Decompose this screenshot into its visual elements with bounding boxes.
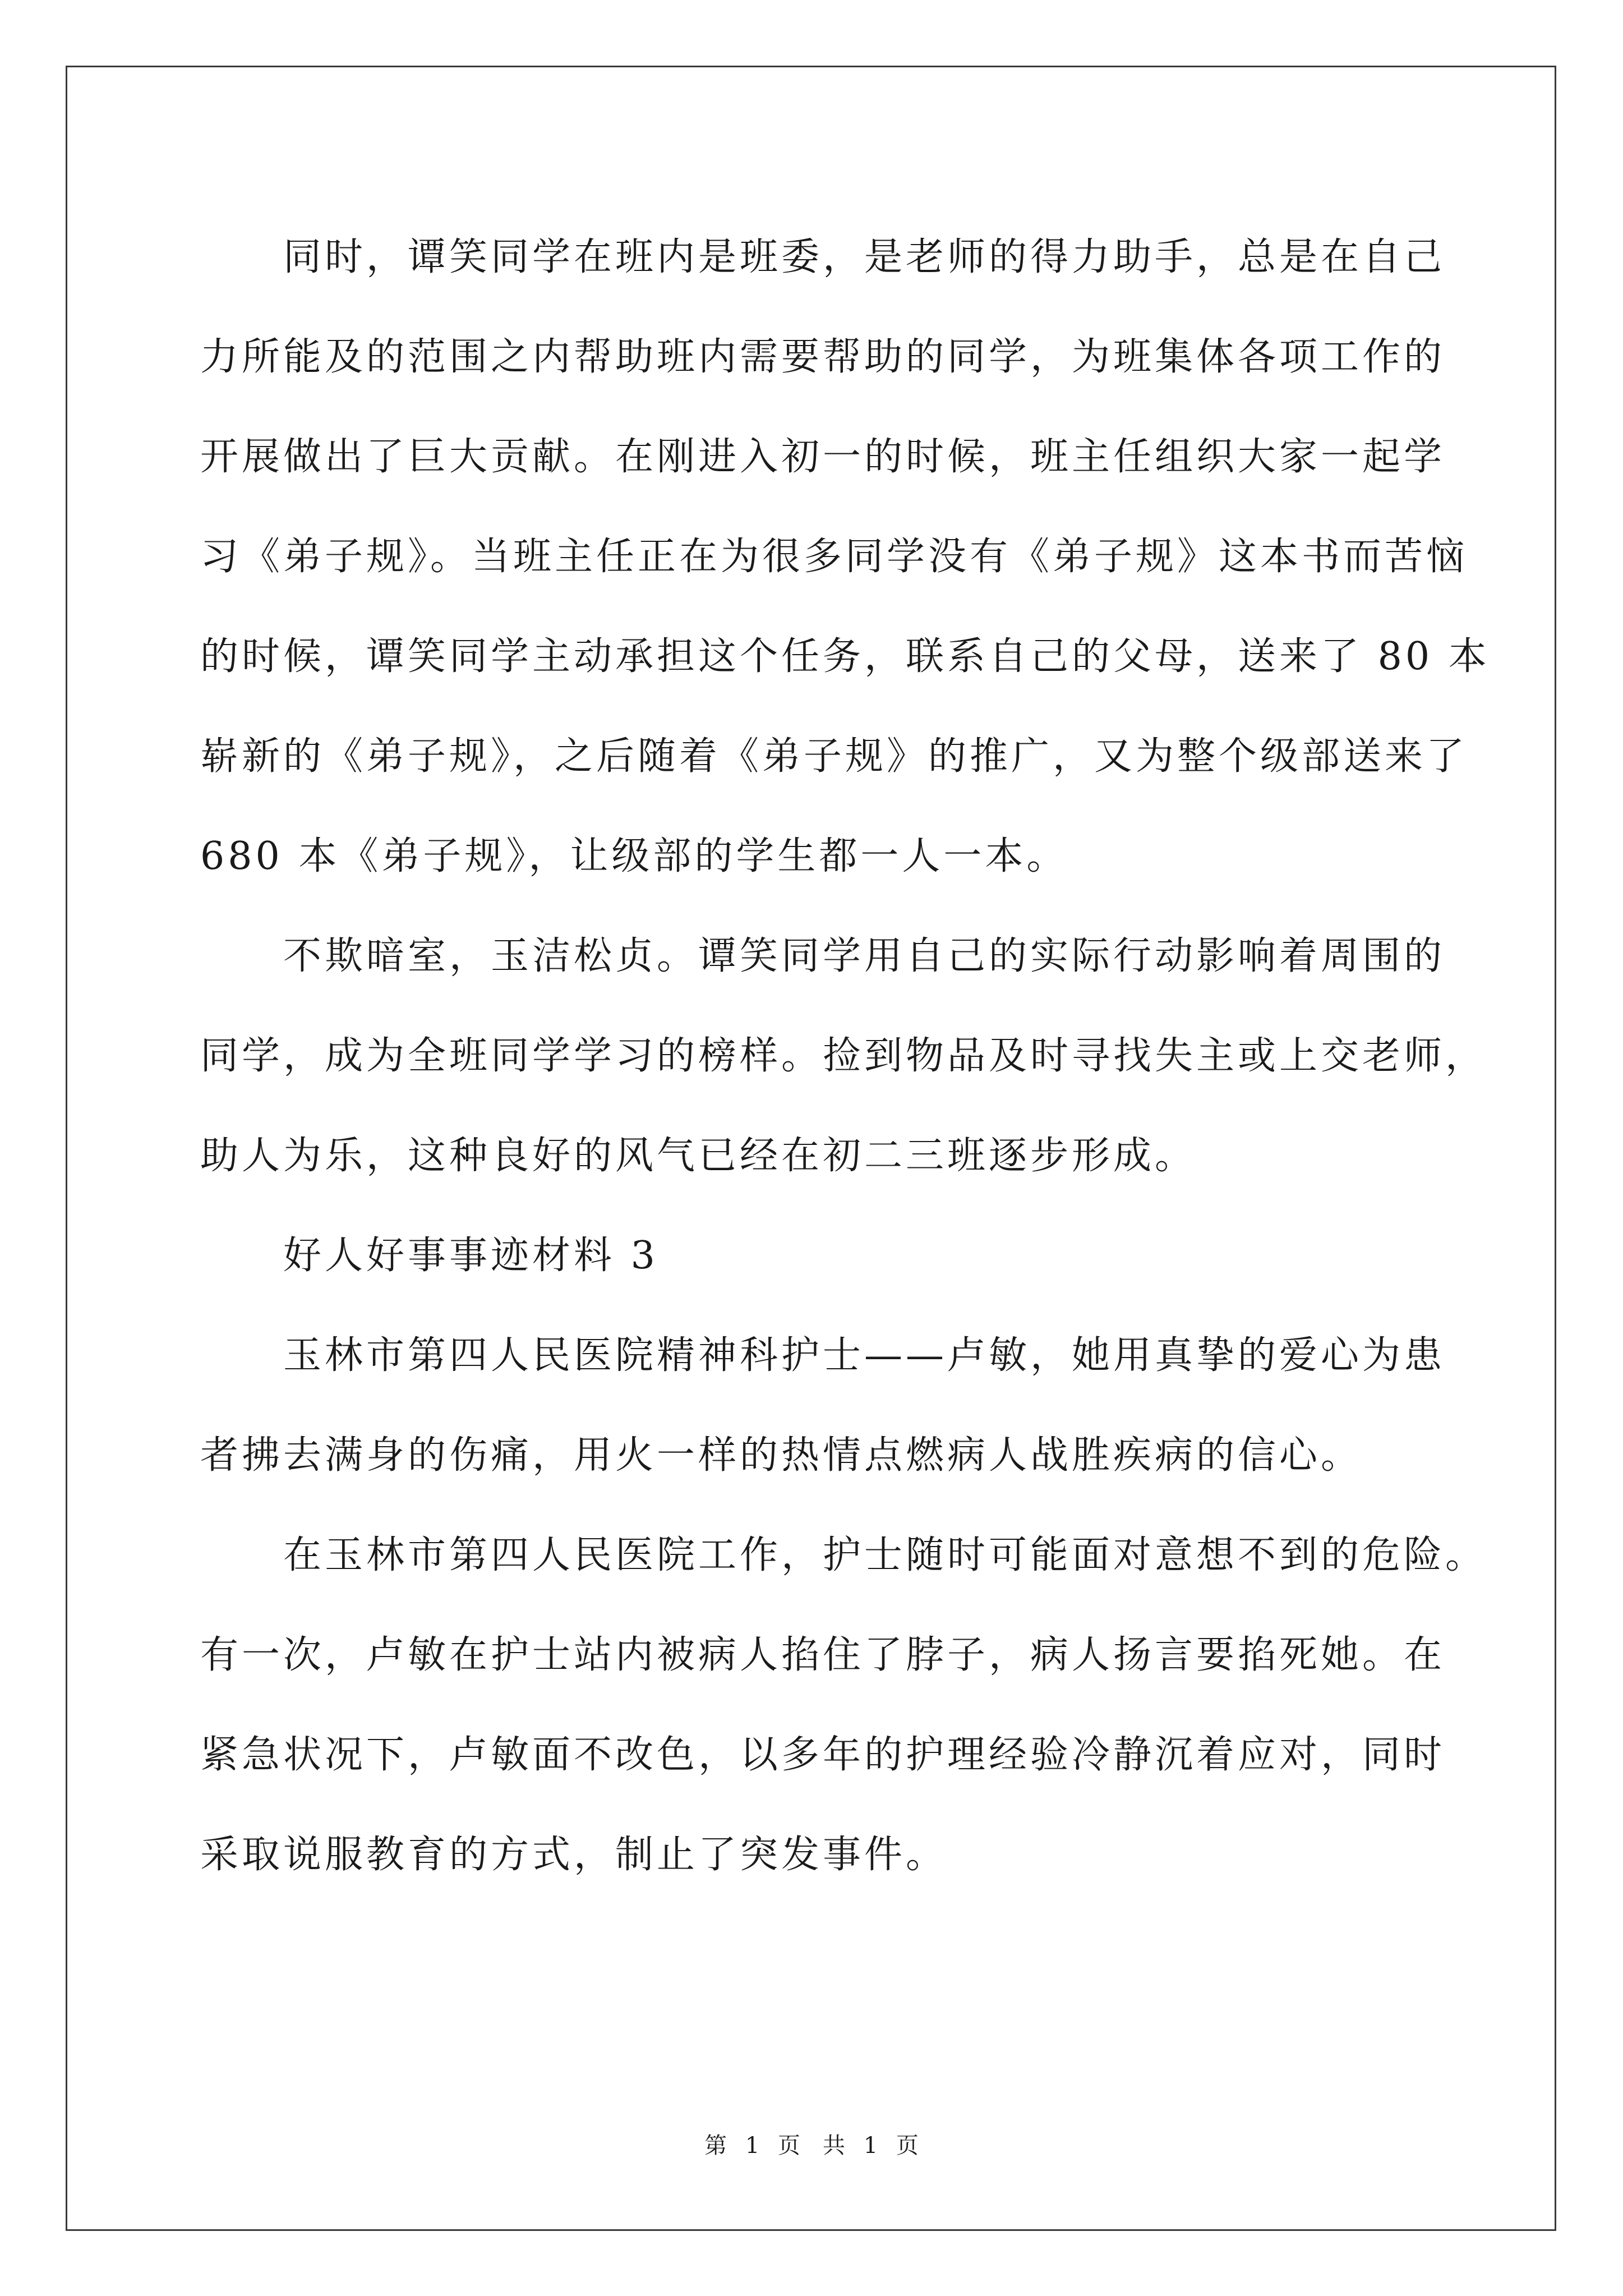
paragraph-line: 玉林市第四人民医院精神科护士——卢敏，她用真挚的爱心为患 [283,1333,1446,1378]
paragraph-line: 习《弟子规》。当班主任正在为很多同学没有《弟子规》这本书而苦恼 [200,535,1468,579]
document-body [200,208,1490,1905]
paragraph-line: 的时候，谭笑同学主动承担这个任务，联系自己的父母，送来了 80 本 [200,634,1490,679]
paragraph-line: 助人为乐，这种良好的风气已经在初二三班逐步形成。 [200,1134,1197,1178]
paragraph-line: 崭新的《弟子规》，之后随着《弟子规》的推广，又为整个级部送来了 [200,734,1468,779]
paragraph-line: 紧急状况下，卢敏面不改色，以多年的护理经验冷静沉着应对，同时 [200,1733,1446,1777]
paragraph-line: 采取说服教育的方式，制止了突发事件。 [200,1833,948,1877]
paragraph-line: 开展做出了巨大贡献。在刚进入初一的时候，班主任组织大家一起学 [200,435,1446,479]
paragraph-line: 680 本《弟子规》，让级部的学生都一人一本。 [200,834,1068,878]
page-footer: 第 1 页 共 1 页 [704,2133,919,2159]
paragraph-line: 者拂去满身的伤痛，用火一样的热情点燃病人战胜疾病的信心。 [200,1433,1363,1478]
paragraph-line: 力所能及的范围之内帮助班内需要帮助的同学，为班集体各项工作的 [200,335,1446,379]
section-heading: 好人好事事迹材料 3 [283,1234,658,1278]
paragraph-line: 在玉林市第四人民医院工作，护士随时可能面对意想不到的危险。 [283,1533,1487,1577]
paragraph-line: 同时，谭笑同学在班内是班委，是老师的得力助手，总是在自己 [283,235,1446,279]
paragraph-line: 不欺暗室，玉洁松贞。谭笑同学用自己的实际行动影响着周围的 [283,934,1446,978]
paragraph-line: 同学，成为全班同学学习的榜样。捡到物品及时寻找失主或上交老师， [200,1034,1487,1078]
paragraph-line: 有一次，卢敏在护士站内被病人掐住了脖子，病人扬言要掐死她。在 [200,1633,1446,1677]
